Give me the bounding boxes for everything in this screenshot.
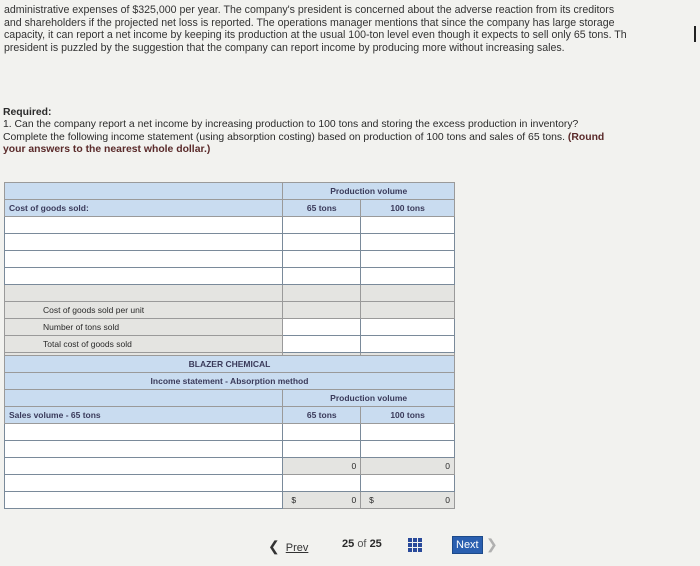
total-cell-65 [283,492,361,509]
page-indicator[interactable] [342,538,382,550]
total-cogs-input-100[interactable] [361,336,455,353]
cogs-per-unit-label: Cost of goods sold per unit [5,302,283,319]
cogs-table [4,182,455,370]
statement-title: Income statement - Absorption method [5,373,455,390]
value-input[interactable] [283,475,361,492]
spacer-cell [283,302,361,319]
chevron-right-icon[interactable]: ❯ [486,536,498,552]
blank-header [5,390,283,407]
value-input[interactable] [361,475,455,492]
cogs-label: Cost of goods sold: [5,200,283,217]
value-input[interactable] [361,251,455,268]
value-input[interactable] [361,234,455,251]
chevron-left-icon: ❮ [268,538,280,554]
intro-line: administrative expenses of $325,000 per year. The company's president is concerned about the adverse reaction from its creditors [4,4,615,16]
page-of: of [357,538,367,550]
total-cogs-input-65[interactable] [283,336,361,353]
computed-value: 0 [283,458,361,475]
row-label-input[interactable] [5,441,283,458]
row-label-input[interactable] [5,234,283,251]
intro-line: president is puzzled by the suggestion that the company can report income by producing more without increasing sales. [4,41,565,54]
rounding-note: (Round [567,131,605,143]
question-line: 1. Can the company report a net income by increasing production to 100 tons and storing the excess production in inventory? [3,119,579,131]
row-label-input[interactable] [5,458,283,475]
income-statement-table [4,355,455,509]
production-volume-header: Production volume [283,390,455,407]
value-input[interactable] [283,251,361,268]
required-section [3,107,697,157]
prev-button[interactable] [268,538,308,555]
sales-volume-label: Sales volume - 65 tons [5,407,283,424]
net-income-100: 0 [445,495,450,505]
intro-line: and shareholders if the projected net loss is reported. The operations manager mentions that since the company has large storage [4,16,615,29]
grid-view-icon[interactable] [408,538,422,552]
next-button[interactable]: Next [452,536,483,554]
total-cogs-label: Total cost of goods sold [5,336,283,353]
tons-sold-input-65[interactable] [283,319,361,336]
value-input[interactable] [283,268,361,285]
total-pages: 25 [369,538,382,550]
computed-value: 0 [361,458,455,475]
intro-line: capacity, it can report a net income by keeping its production at the usual 100-ton level even though it expects to sell only 65 tons. Th [4,29,627,42]
tons-sold-input-100[interactable] [361,319,455,336]
total-cell-100 [361,492,455,509]
currency-symbol: $ [291,495,297,505]
value-input[interactable] [361,441,455,458]
col-100-tons: 100 tons [361,200,455,217]
row-label-input[interactable] [5,492,283,509]
value-input[interactable] [283,217,361,234]
currency-symbol: $ [369,495,374,505]
row-label-input[interactable] [5,251,283,268]
col-65-tons: 65 tons [283,200,361,217]
value-input[interactable] [283,441,361,458]
spacer-cell [361,285,455,302]
spacer-cell [283,285,361,302]
row-label-input[interactable] [5,217,283,234]
current-page: 25 [342,538,355,550]
row-label-input[interactable] [5,424,283,441]
rounding-note: your answers to the nearest whole dollar.) [3,144,211,156]
spacer-cell [361,302,455,319]
question-text: Complete the following income statement (using absorption costing) based on production of 100 tons and sales of 65 tons. [3,131,566,143]
tons-sold-label: Number of tons sold [5,319,283,336]
value-input[interactable] [361,217,455,234]
spacer-cell [5,285,283,302]
value-input[interactable] [283,424,361,441]
production-volume-header: Production volume [283,183,455,200]
value-input[interactable] [283,234,361,251]
blank-header [5,183,283,200]
net-income-65: 0 [351,495,357,505]
question-line [3,132,697,144]
col-65-tons: 65 tons [283,407,361,424]
row-label-input[interactable] [5,268,283,285]
row-label-input[interactable] [5,475,283,492]
problem-intro [4,4,694,54]
pagination-bar [0,533,700,557]
prev-label: Prev [285,542,309,554]
company-name: BLAZER CHEMICAL [5,356,455,373]
required-heading: Required: [3,107,52,118]
value-input[interactable] [361,424,455,441]
scroll-edge [694,26,696,42]
col-100-tons: 100 tons [361,407,455,424]
value-input[interactable] [361,268,455,285]
